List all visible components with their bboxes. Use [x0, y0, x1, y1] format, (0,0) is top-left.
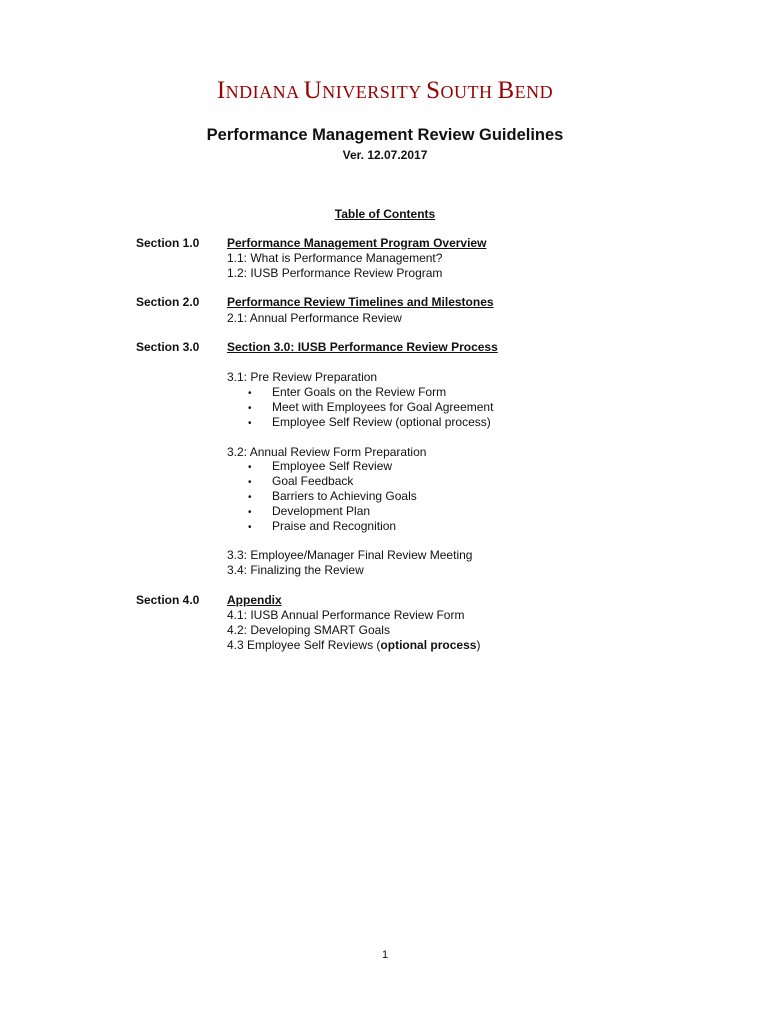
list-item: • Praise and Recognition — [248, 519, 397, 533]
section-3-label: Section 3.0 — [136, 340, 200, 354]
toc-item-4-1: 4.1: IUSB Annual Performance Review Form — [227, 608, 465, 622]
list-item: • Goal Feedback — [248, 474, 354, 488]
toc-item-1-1: 1.1: What is Performance Management? — [227, 251, 443, 265]
section-3-heading[interactable]: Section 3.0: IUSB Performance Review Process — [227, 340, 498, 354]
section-2-heading[interactable]: Performance Review Timelines and Milestones — [227, 295, 494, 309]
section-4-heading[interactable]: Appendix — [227, 593, 282, 607]
toc-item-4-3: 4.3 Employee Self Reviews (optional process) — [227, 638, 481, 652]
version-label: Ver. 12.07.2017 — [342, 148, 428, 162]
toc-item-2-1: 2.1: Annual Performance Review — [227, 311, 402, 325]
section-1-label: Section 1.0 — [136, 236, 200, 250]
section-4-label: Section 4.0 — [136, 593, 200, 607]
toc-heading: Table of Contents — [334, 207, 436, 221]
list-item: • Employee Self Review — [248, 459, 393, 473]
section-2-label: Section 2.0 — [136, 295, 200, 309]
toc-item-3-2: 3.2: Annual Review Form Preparation — [227, 445, 427, 459]
list-item: • Barriers to Achieving Goals — [248, 489, 417, 503]
page-number: 1 — [381, 949, 389, 961]
document-title: Performance Management Review Guidelines — [206, 126, 564, 144]
toc-item-3-1: 3.1: Pre Review Preparation — [227, 370, 378, 384]
toc-item-3-3: 3.3: Employee/Manager Final Review Meeting — [227, 548, 473, 562]
toc-item-3-4: 3.4: Finalizing the Review — [227, 563, 364, 577]
list-item: • Enter Goals on the Review Form — [248, 385, 447, 399]
university-logo: INDIANA UNIVERSITY SOUTH BEND — [216, 77, 554, 104]
toc-item-4-2: 4.2: Developing SMART Goals — [227, 623, 390, 637]
list-item: • Meet with Employees for Goal Agreement — [248, 400, 494, 414]
list-item: • Employee Self Review (optional process) — [248, 415, 491, 429]
toc-item-1-2: 1.2: IUSB Performance Review Program — [227, 266, 443, 280]
list-item: • Development Plan — [248, 504, 371, 518]
section-1-heading[interactable]: Performance Management Program Overview — [227, 236, 487, 250]
